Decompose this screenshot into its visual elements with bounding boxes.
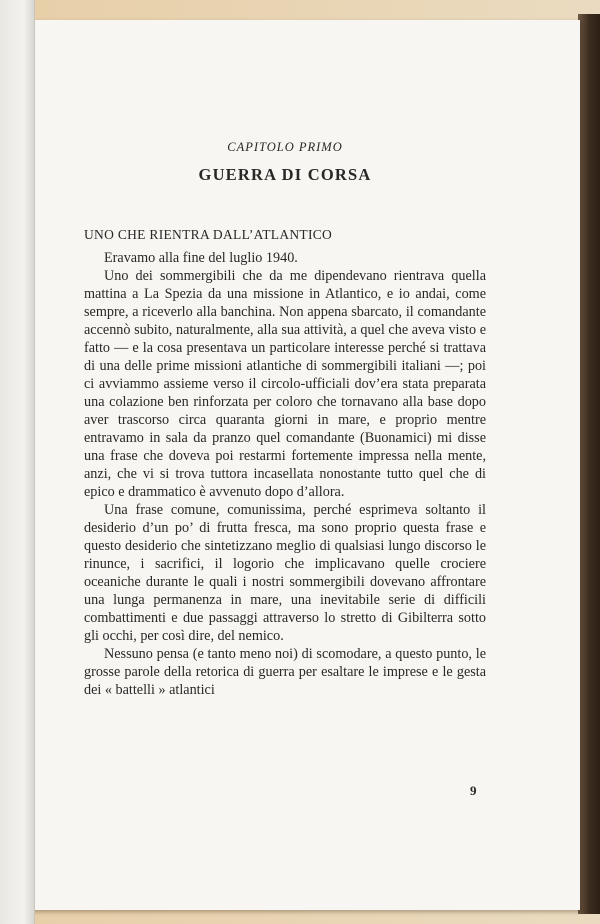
section-heading: UNO CHE RIENTRA DALL’ATLANTICO xyxy=(84,227,333,242)
chapter-label: CAPITOLO PRIMO xyxy=(227,140,343,154)
page-text-block xyxy=(84,140,486,699)
paragraph: Uno dei sommergibili che da me dipendevano rientrava quella mattina a La Spezia da una missione in Atlantico, e io andai, come sempre, a riceverlo alla banchina. Non appena sbarcato, il comandante accennò subito, naturalmente, alla sua attività, a quel che aveva visto e fatto — e la cosa presentava un particolare interesse perché si trattava di una delle prime missioni atlantiche di sommergibili italiani —; poi ci avviammo assieme verso il circolo-ufficiali dov’era stata preparata una colazione ben rinforzata per coloro che tornavano alla base dopo aver trascorso circa quaranta giorni in mare, e proprio mentre entravamo in sala da pranzo quel comandante (Buonamici) mi disse una frase che doveva poi restarmi fortemente impressa nella mente, anzi, che vi si trova tuttora incasellata nonostante tutto quel che di epico e drammatico è avvenuto dopo d’allora. xyxy=(84,268,486,500)
paragraph: Nessuno pensa (e tanto meno noi) di scomodare, a questo punto, le grosse parole della retorica di guerra per esaltare le imprese e le gesta dei « battelli » atlantici xyxy=(84,646,486,698)
chapter-title: GUERRA DI CORSA xyxy=(198,165,372,184)
paragraph: Eravamo alla fine del luglio 1940. xyxy=(104,250,298,266)
page-stack-edge xyxy=(578,14,600,914)
left-page-edge xyxy=(0,0,35,924)
paragraph: Una frase comune, comunissima, perché esprimeva soltanto il desiderio d’un po’ di frutta fresca, ma sono proprio questa frase e questo desiderio che sintetizzano meglio di qualsiasi lungo discorso le rinunce, i sacrifici, il logorio che implicavano quelle crociere oceaniche durante le quali i nostri sommergibili dovevano affrontare una lunga permanenza in mare, una inevitabile serie di difficili combattimenti e due passaggi attraverso lo stretto di Gibilterra sotto gli occhi, per così dire, del nemico. xyxy=(84,502,486,644)
page-number: 9 xyxy=(470,783,477,798)
